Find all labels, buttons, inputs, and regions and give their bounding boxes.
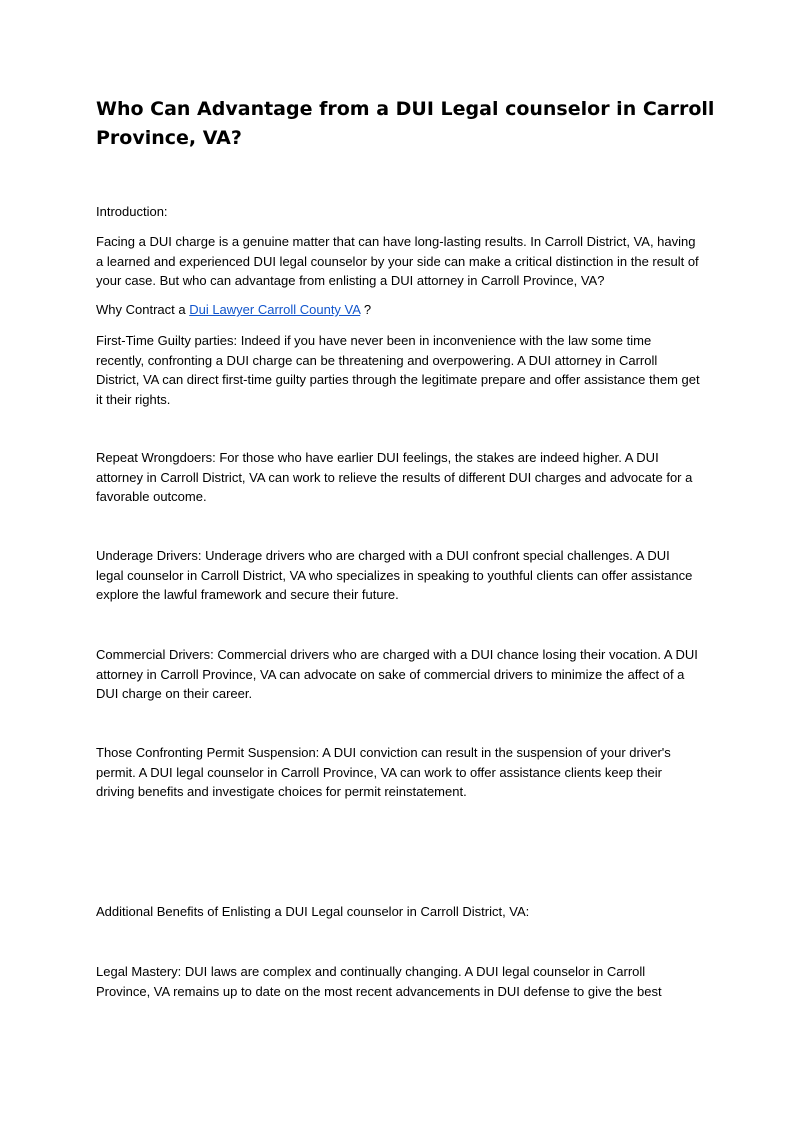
repeat-offenders-paragraph: Repeat Wrongdoers: For those who have earlier DUI feelings, the stakes are indeed higher. A DUI attorney in Carroll District, VA can work to relieve the results of different DUI charges and advocate for a favorable outcome. [96, 450, 693, 504]
intro-heading: Introduction: [96, 204, 168, 219]
first-time-offenders-paragraph: First-Time Guilty parties: Indeed if you have never been in inconvenience with the law some time recently, confronting a DUI charge can be threatening and overpowering. A DUI attorney in Carroll District, VA can direct first-time guilty parties through the legitimate prepare and offer assistance them get it their rights. [96, 333, 700, 407]
page-title: Who Can Advantage from a DUI Legal counselor in Carroll Province, VA? [96, 98, 715, 149]
additional-benefits-heading: Additional Benefits of Enlisting a DUI Legal counselor in Carroll District, VA: [96, 904, 530, 919]
intro-paragraph: Facing a DUI charge is a genuine matter that can have long-lasting results. In Carroll District, VA, having a learned and experienced DUI legal counselor by your side can make a critical distinction in the result of your case. But who can advantage from enlisting a DUI attorney in Carroll Province, VA? [96, 234, 699, 288]
why-contract-line [96, 300, 700, 320]
commercial-drivers-paragraph: Commercial Drivers: Commercial drivers who are charged with a DUI chance losing their vocation. A DUI attorney in Carroll Province, VA can advocate on sake of commercial drivers to minimize the affect of a DUI charge on their career. [96, 647, 698, 701]
dui-lawyer-link[interactable]: Dui Lawyer Carroll County VA [189, 302, 361, 317]
legal-mastery-paragraph: Legal Mastery: DUI laws are complex and continually changing. A DUI legal counselor in Carroll Province, VA remains up to date on the most recent advancements in DUI defense to give the best [96, 964, 662, 999]
underage-drivers-paragraph: Underage Drivers: Underage drivers who are charged with a DUI confront special challenges. A DUI legal counselor in Carroll District, VA who specializes in speaking to youthful clients can offer assistance explore the lawful framework and secure their future. [96, 548, 693, 602]
why-contract-prefix: Why Contract a [96, 302, 190, 317]
why-contract-suffix: ? [360, 302, 372, 317]
permit-suspension-paragraph: Those Confronting Permit Suspension: A DUI conviction can result in the suspension of your driver's permit. A DUI legal counselor in Carroll Province, VA can work to offer assistance clients keep their driving benefits and investigate choices for permit reinstatement. [96, 745, 671, 799]
